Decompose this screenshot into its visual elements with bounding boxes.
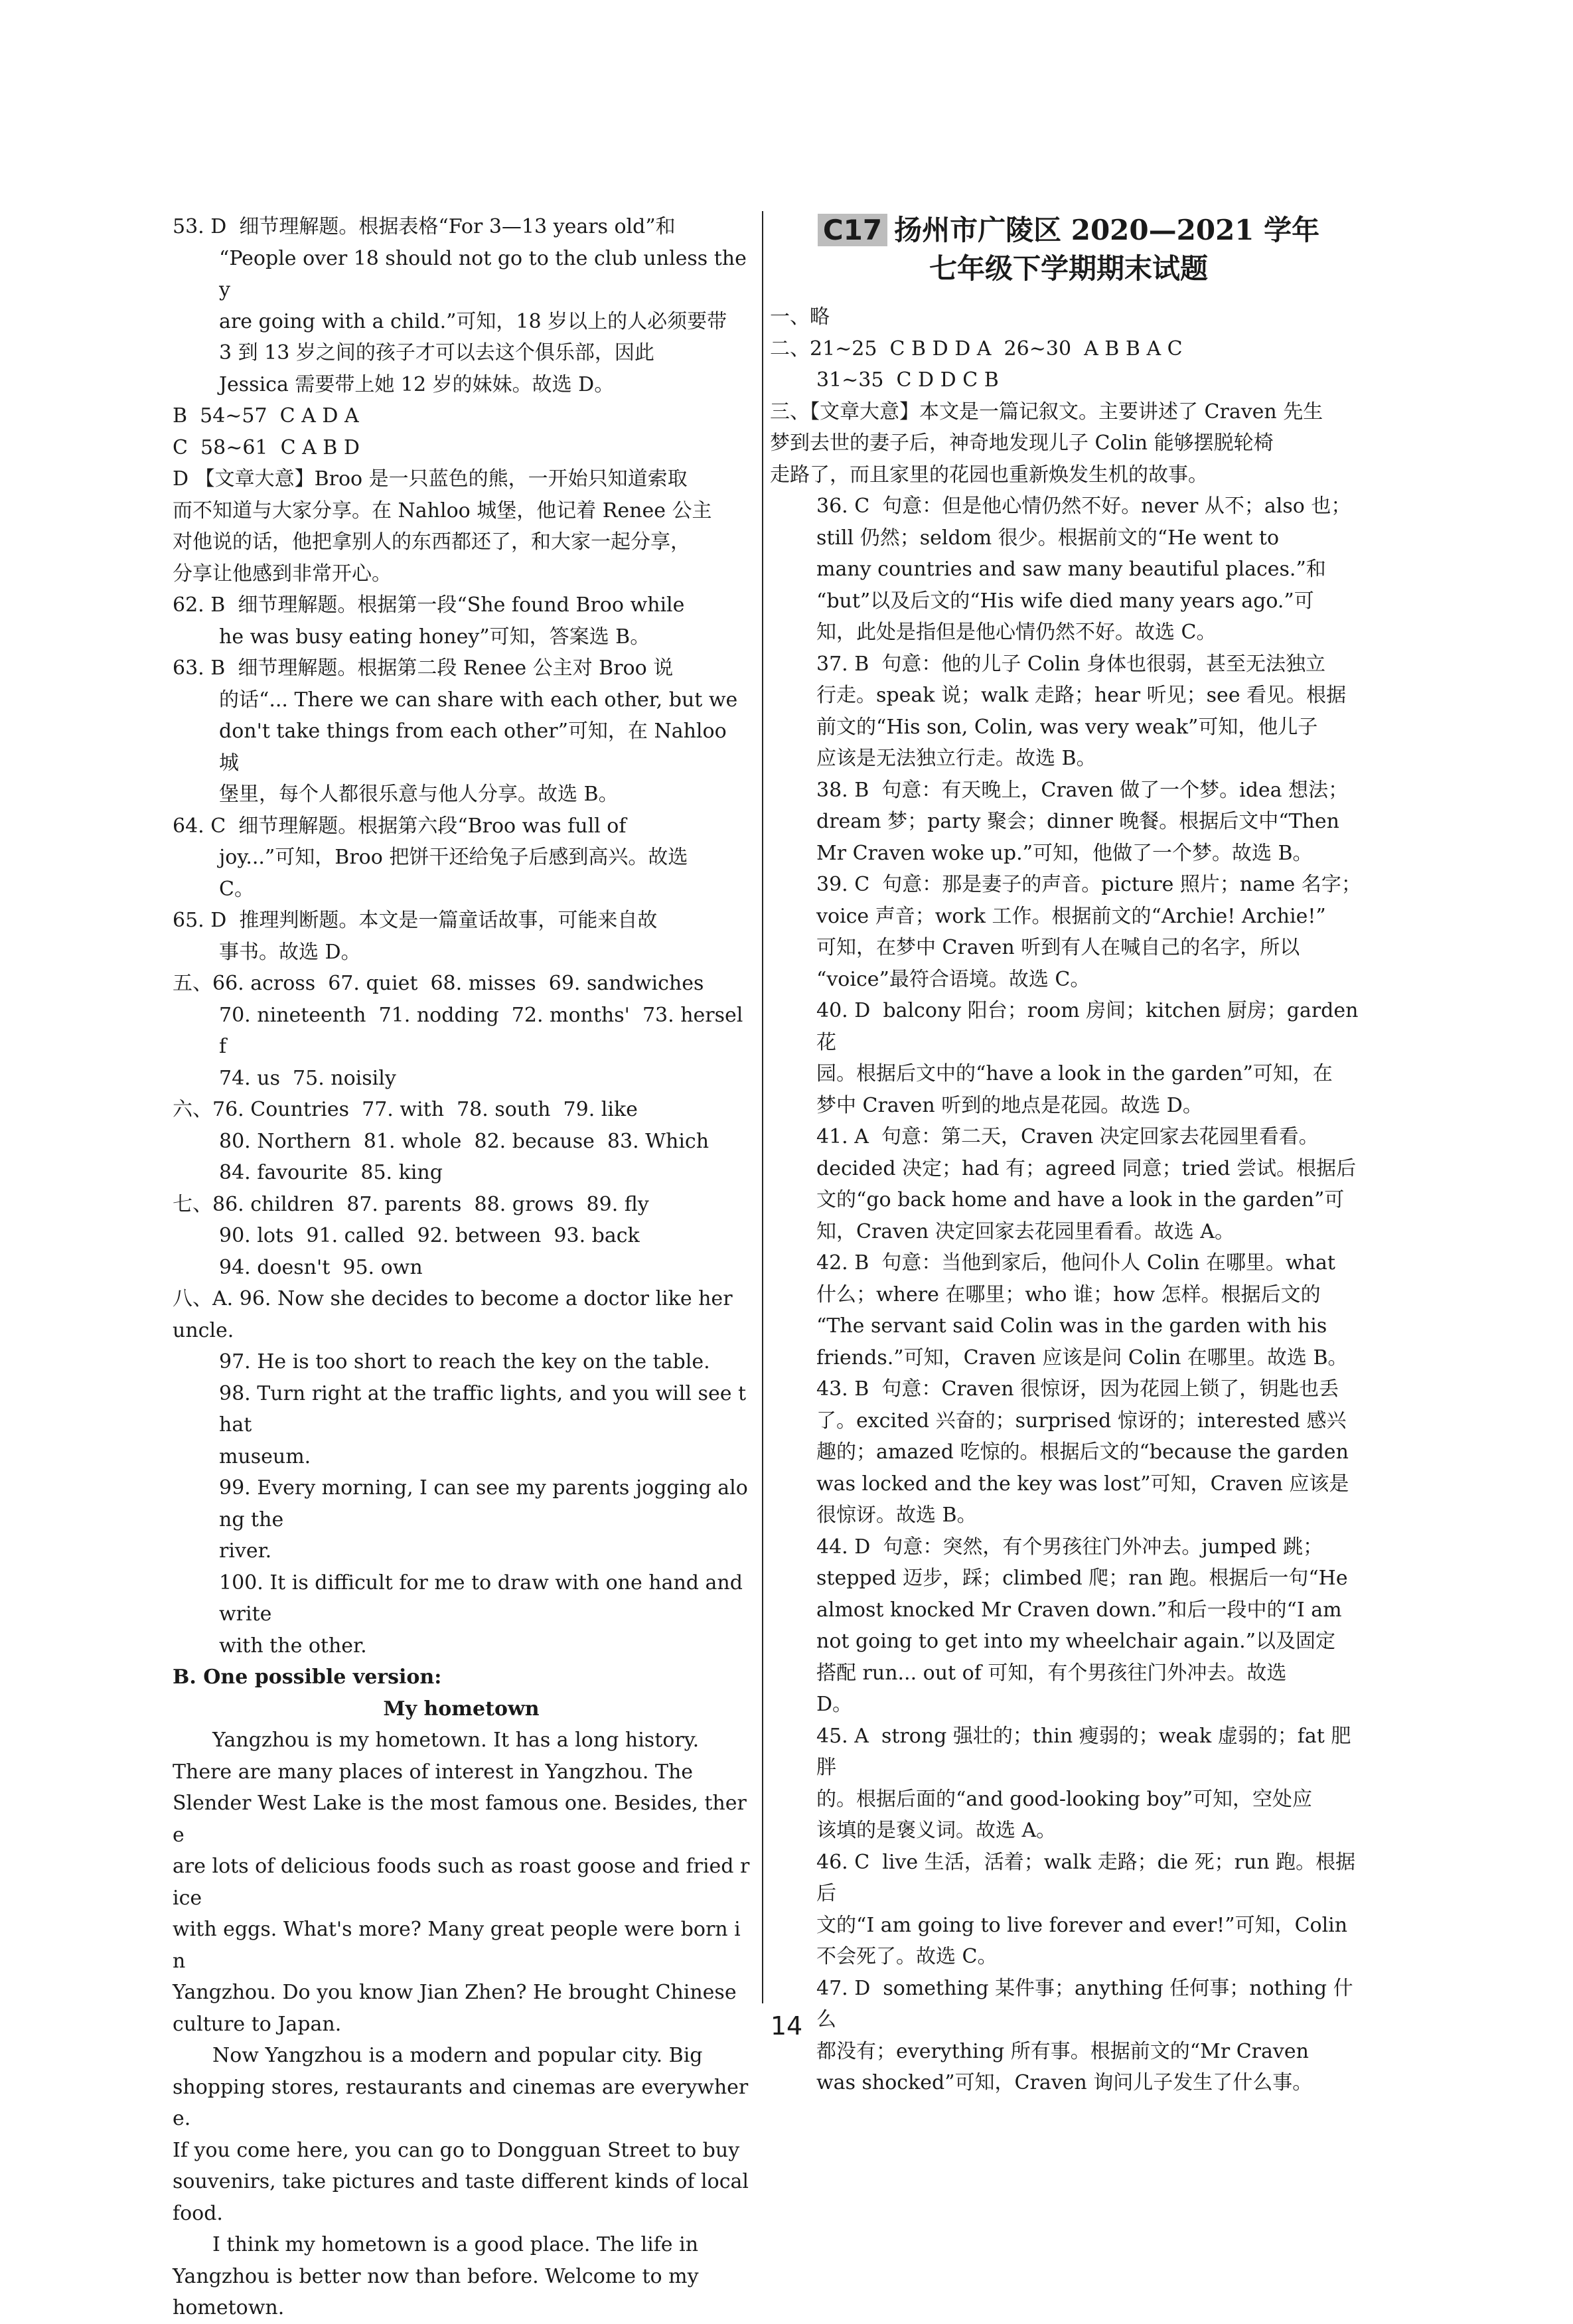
text-line: 63. B 细节理解题。根据第二段 Renee 公主对 Broo 说 [173, 657, 674, 680]
text-line: 了。excited 兴奋的；surprised 惊讶的；interested 感兴 [816, 1409, 1347, 1433]
text-line: 二、21~25 C B D D A 26~30 A B B A C [770, 337, 1183, 360]
text-line: 分享让他感到非常开心。 [173, 562, 392, 585]
text-line: 62. B 细节理解题。根据第一段“She found Broo while [173, 593, 685, 617]
text-line: dream 梦；party 聚会；dinner 晚餐。根据后文中“Then [816, 810, 1339, 833]
text-line: 知，此处是指但是他心情仍然不好。故选 C。 [816, 621, 1217, 644]
text-line: 趣的；amazed 吃惊的。根据后文的“because the garden [816, 1440, 1349, 1464]
text-line: 的。根据后面的“and good-looking boy”可知，空处应 [816, 1787, 1313, 1811]
section-code: C17 [818, 214, 887, 246]
text-line: “People over 18 should not go to the club unless they [219, 246, 747, 301]
text-line: 堡里，每个人都很乐意与他人分享。故选 B。 [219, 783, 619, 806]
text-line: My hometown [383, 1697, 540, 1721]
text-line: 40. D balcony 阳台；room 房间；kitchen 厨房；garden 花 [816, 999, 1365, 1054]
text-line: 45. A strong 强壮的；thin 瘦弱的；weak 虚弱的；fat 肥胖 [816, 1724, 1351, 1779]
text-line: 90. lots 91. called 92. between 93. back [219, 1224, 640, 1247]
text-line: don't take things from each other”可知，在 Nahloo 城 [219, 720, 733, 775]
text-line: 园。根据后文中的“have a look in the garden”可知，在 [816, 1062, 1333, 1085]
text-line: 94. doesn't 95. own [219, 1255, 423, 1279]
text-line: 99. Every morning, I can see my parents jogging along the [219, 1476, 748, 1531]
text-line: 该填的是褒义词。故选 A。 [816, 1819, 1057, 1842]
text-line: Now Yangzhou is a modern and popular city. Big [212, 2044, 703, 2067]
text-line: food. [173, 2201, 223, 2225]
text-line: 的话“... There we can share with each other, but we [219, 688, 738, 712]
text-line: 七、86. children 87. parents 88. grows 89. fly [173, 1192, 649, 1216]
text-line: 搭配 run... out of 可知，有个男孩往门外冲去。故选 [816, 1661, 1287, 1685]
text-line: 六、76. Countries 77. with 78. south 79. like [173, 1098, 638, 1121]
text-line: B. One possible version: [173, 1666, 442, 1689]
text-line: “but”以及后文的“His wife died many years ago.”可 [816, 589, 1314, 613]
text-line: decided 决定；had 有；agreed 同意；tried 尝试。根据后 [816, 1156, 1357, 1180]
text-line: 44. D 句意：突然，有个男孩往门外冲去。jumped 跳； [816, 1535, 1323, 1559]
text-line: 65. D 推理判断题。本文是一篇童话故事，可能来自故 [173, 909, 658, 932]
text-line: with eggs. What's more? Many great people were born in [173, 1918, 741, 1973]
text-line: 梦到去世的妻子后，神奇地发现儿子 Colin 能够摆脱轮椅 [770, 431, 1274, 455]
text-line: 前文的“His son, Colin, was very weak”可知，他儿子 [816, 715, 1318, 739]
text-line: 41. A 句意：第二天，Craven 决定回家去花园里看看。 [816, 1125, 1319, 1148]
text-line: 97. He is too short to reach the key on the table. [219, 1350, 710, 1373]
text-line: 3 到 13 岁之间的孩子才可以去这个俱乐部，因此 [219, 341, 654, 364]
text-line: 53. D 细节理解题。根据表格“For 3—13 years old”和 [173, 215, 676, 238]
text-line: 文的“go back home and have a look in the garden”可 [816, 1188, 1345, 1211]
text-line: 100. It is difficult for me to draw with one hand and write [219, 1571, 749, 1626]
text-line: B 54~57 C A D A [173, 404, 359, 427]
text-line: almost knocked Mr Craven down.”和后一段中的“I am [816, 1598, 1342, 1622]
text-line: 知，Craven 决定回家去花园里看看。故选 A。 [816, 1219, 1235, 1243]
text-line: 什么；where 在哪里；who 谁；how 怎样。根据后文的 [816, 1282, 1321, 1306]
text-line: D。 [816, 1693, 853, 1716]
text-line: Yangzhou is my hometown. It has a long history. [212, 1729, 700, 1752]
section-title-line1: 扬州市广陵区 2020—2021 学年 [894, 214, 1320, 246]
text-line: still 仍然；seldom 很少。根据前文的“He went to [816, 526, 1280, 550]
text-line: not going to get into my wheelchair again.”以及固定 [816, 1630, 1335, 1653]
text-line: 走路了，而且家里的花园也重新焕发生机的故事。 [770, 463, 1208, 487]
page-number: 14 [770, 2011, 803, 2041]
text-line: 八、A. 96. Now she decides to become a doctor like her uncle. [173, 1287, 739, 1342]
text-line: 84. favourite 85. king [219, 1161, 443, 1184]
text-line: 事书。故选 D。 [219, 940, 361, 964]
text-line: are going with a child.”可知，18 岁以上的人必须要带 [219, 309, 727, 333]
text-line: 31~35 C D D C B [816, 368, 999, 392]
text-line: “The servant said Colin was in the garden with his [816, 1314, 1327, 1338]
text-line: Yangzhou. Do you know Jian Zhen? He brought Chinese [173, 1981, 737, 2004]
text-line: shopping stores, restaurants and cinemas are everywhere. [173, 2075, 749, 2130]
text-line: 而不知道与大家分享。在 Nahloo 城堡，他记着 Renee 公主 [173, 499, 712, 522]
text-line: 行走。speak 说；walk 走路；hear 听见；see 看见。根据 [816, 684, 1347, 707]
text-line: 42. B 句意：当他到家后，他问仆人 Colin 在哪里。what [816, 1251, 1335, 1275]
column-divider [762, 211, 763, 2003]
text-line: stepped 迈步，踩；climbed 爬；ran 跑。根据后一句“He [816, 1567, 1348, 1590]
text-line: culture to Japan. [173, 2012, 342, 2036]
text-line: 98. Turn right at the traffic lights, and you will see that [219, 1381, 747, 1436]
text-line: 80. Northern 81. whole 82. because 83. Which [219, 1129, 710, 1153]
text-line: friends.”可知，Craven 应该是问 Colin 在哪里。故选 B。 [816, 1346, 1348, 1369]
text-line: 五、66. across 67. quiet 68. misses 69. sandwiches [173, 972, 704, 995]
section-title-line2: 七年级下学期期末试题 [929, 252, 1208, 285]
text-line: Jessica 需要带上她 12 岁的妹妹。故选 D。 [219, 372, 615, 396]
text-line: 可知，在梦中 Craven 听到有人在喊自己的名字，所以 [816, 936, 1300, 959]
text-line: 三、【文章大意】本文是一篇记叙文。主要讲述了 Craven 先生 [770, 400, 1323, 424]
text-line: 不会死了。故选 C。 [816, 1945, 998, 1968]
text-line: river. [219, 1539, 272, 1563]
right-column [770, 211, 1367, 2099]
text-line: D 【文章大意】Broo 是一只蓝色的熊，一开始只知道索取 [173, 467, 688, 491]
text-line: was locked and the key was lost”可知，Craven 应该是 [816, 1472, 1349, 1496]
text-line: museum. [219, 1444, 311, 1468]
text-line: he was busy eating honey”可知，答案选 B。 [219, 625, 650, 649]
text-line: I think my hometown is a good place. The life in [212, 2233, 699, 2256]
text-line: C。 [219, 877, 254, 901]
text-line: Slender West Lake is the most famous one. Besides, there [173, 1792, 747, 1847]
text-line: 梦中 Craven 听到的地点是花园。故选 D。 [816, 1093, 1203, 1117]
text-line: 很惊讶。故选 B。 [816, 1504, 977, 1527]
text-line: with the other. [219, 1634, 367, 1658]
text-line: hometown. [173, 2296, 285, 2319]
text-line: There are many places of interest in Yangzhou. The [173, 1760, 694, 1784]
text-line: 37. B 句意：他的儿子 Colin 身体也很弱，甚至无法独立 [816, 652, 1325, 676]
text-line: 应该是无法独立行走。故选 B。 [816, 747, 1096, 770]
text-line: are lots of delicious foods such as roast goose and fried rice [173, 1855, 750, 1910]
text-line: 39. C 句意：那是妻子的声音。picture 照片；name 名字； [816, 873, 1361, 896]
text-line: joy...”可知，Broo 把饼干还给兔子后感到高兴。故选 [219, 846, 688, 869]
text-line: 都没有；everything 所有事。根据前文的“Mr Craven [816, 2039, 1309, 2063]
text-line: 36. C 句意：但是他心情仍然不好。never 从不；also 也； [816, 495, 1351, 518]
text-line: 47. D something 某件事；anything 任何事；nothing 什么 [816, 1976, 1353, 2031]
text-line: was shocked”可知，Craven 询问儿子发生了什么事。 [816, 2071, 1313, 2094]
text-line: 43. B 句意：Craven 很惊讶，因为花园上锁了，钥匙也丢 [816, 1377, 1339, 1401]
text-line: If you come here, you can go to Dongguan Street to buy [173, 2138, 740, 2162]
left-column [173, 211, 750, 2324]
text-line: 一、略 [770, 305, 830, 329]
text-line: 46. C live 生活，活着；walk 走路；die 死；run 跑。根据后 [816, 1850, 1356, 1905]
right-answers [770, 301, 1367, 2099]
text-line: Mr Craven woke up.”可知，他做了一个梦。故选 B。 [816, 841, 1313, 865]
text-line: C 58~61 C A B D [173, 435, 360, 459]
text-line: 38. B 句意：有天晚上，Craven 做了一个梦。idea 想法； [816, 778, 1349, 802]
text-line: many countries and saw many beautiful places.”和 [816, 558, 1326, 581]
text-line: 对他说的话，他把拿别人的东西都还了，和大家一起分享， [173, 530, 690, 554]
text-line: souvenirs, take pictures and taste different kinds of local [173, 2170, 749, 2193]
text-line: “voice”最符合语境。故选 C。 [816, 967, 1090, 991]
text-line: 64. C 细节理解题。根据第六段“Broo was full of [173, 814, 627, 838]
text-line: Yangzhou is better now than before. Welcome to my [173, 2264, 699, 2288]
section-heading [770, 211, 1367, 288]
text-line: 70. nineteenth 71. nodding 72. months' 73. herself [219, 1003, 743, 1058]
text-line: 74. us 75. noisily [219, 1066, 396, 1090]
text-line: 文的“I am going to live forever and ever!”可知，Colin [816, 1913, 1348, 1937]
text-line: voice 声音；work 工作。根据前文的“Archie! Archie!” [816, 904, 1326, 928]
